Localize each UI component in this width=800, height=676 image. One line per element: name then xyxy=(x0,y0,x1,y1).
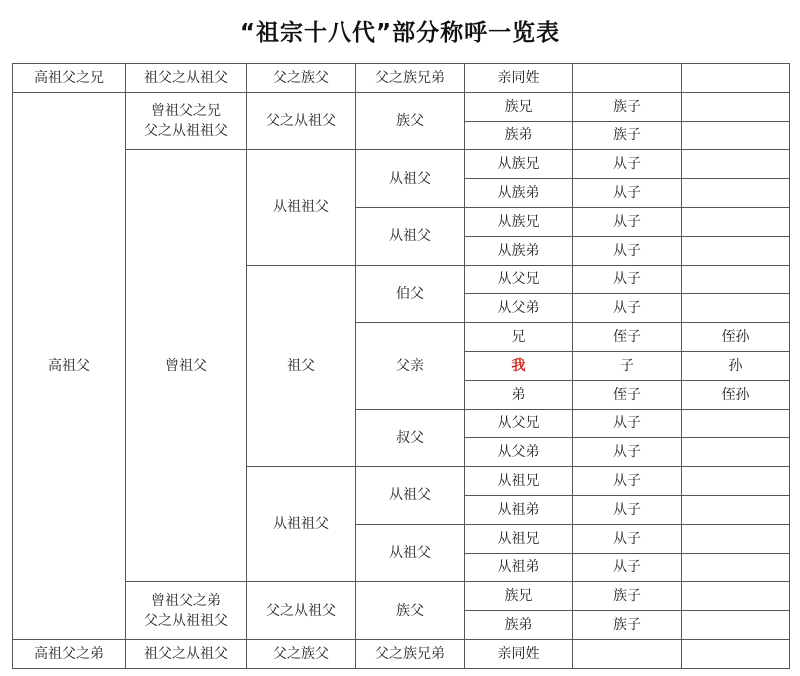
table-row xyxy=(13,150,790,179)
table-cell xyxy=(682,495,790,524)
table-cell xyxy=(682,438,790,467)
cell-line: 父之从祖祖父 xyxy=(144,123,228,140)
table-cell: 从子 xyxy=(573,524,682,553)
table-cell: 兄 xyxy=(465,323,573,352)
cell-line: 曾祖父之弟 xyxy=(151,592,221,609)
table-cell: 从子 xyxy=(573,294,682,323)
table-cell: 族父 xyxy=(356,582,465,640)
table-cell: 从祖兄 xyxy=(465,467,573,496)
table-cell: 族子 xyxy=(573,611,682,640)
table-cell: 从祖父 xyxy=(356,207,465,265)
table-cell: 从子 xyxy=(573,553,682,582)
table-cell: 从父弟 xyxy=(465,438,573,467)
table-cell: 父之从祖父 xyxy=(247,582,356,640)
table-cell: 父之族兄弟 xyxy=(356,639,465,668)
table-cell: 从子 xyxy=(573,207,682,236)
table-cell: 族弟 xyxy=(465,611,573,640)
table-cell: 族子 xyxy=(573,582,682,611)
table-row-bottom xyxy=(13,639,790,668)
table-cell xyxy=(682,150,790,179)
table-cell: 高祖父之兄 xyxy=(13,64,126,93)
table-cell: 族父 xyxy=(356,92,465,150)
table-cell: 族弟 xyxy=(465,121,573,150)
table-cell: 从父弟 xyxy=(465,294,573,323)
table-row xyxy=(13,582,790,611)
table-cell: 从族弟 xyxy=(465,236,573,265)
table-cell: 孙 xyxy=(682,351,790,380)
table-cell: 从父兄 xyxy=(465,265,573,294)
table-cell: 祖父之从祖父 xyxy=(126,639,247,668)
table-cell: 从子 xyxy=(573,236,682,265)
table-cell-empty xyxy=(682,639,790,668)
table-cell: 高祖父之弟 xyxy=(13,639,126,668)
table-cell xyxy=(682,294,790,323)
table-cell: 父之族父 xyxy=(247,639,356,668)
table-cell: 从祖父 xyxy=(356,467,465,525)
table-cell xyxy=(682,265,790,294)
table-cell: 从祖弟 xyxy=(465,495,573,524)
table-cell: 从祖祖父 xyxy=(247,467,356,582)
table-cell: 从父兄 xyxy=(465,409,573,438)
table-cell: 弟 xyxy=(465,380,573,409)
table-cell-gaozufu: 高祖父 xyxy=(13,92,126,639)
kinship-table xyxy=(12,63,790,669)
table-cell xyxy=(682,236,790,265)
table-cell-zufu: 祖父 xyxy=(247,265,356,467)
table-cell-zengzufu-zhixiong xyxy=(126,92,247,150)
table-cell: 从族兄 xyxy=(465,207,573,236)
page-title: “祖宗十八代”部分称呼一览表 xyxy=(239,20,561,46)
table-cell: 族兄 xyxy=(465,582,573,611)
table-cell xyxy=(682,409,790,438)
table-cell: 从祖父 xyxy=(356,150,465,208)
table-cell: 叔父 xyxy=(356,409,465,467)
table-cell-empty xyxy=(573,64,682,93)
table-cell xyxy=(682,582,790,611)
table-cell: 伯父 xyxy=(356,265,465,323)
table-cell: 从祖兄 xyxy=(465,524,573,553)
table-cell: 父之族兄弟 xyxy=(356,64,465,93)
table-cell xyxy=(682,179,790,208)
cell-line: 曾祖父之兄 xyxy=(151,103,221,120)
table-cell: 从祖祖父 xyxy=(247,150,356,265)
table-cell: 从族兄 xyxy=(465,150,573,179)
table-cell: 从族弟 xyxy=(465,179,573,208)
table-cell-zengzufu-zhidi xyxy=(126,582,247,640)
table-cell-empty xyxy=(682,64,790,93)
table-cell: 侄孙 xyxy=(682,380,790,409)
table-cell: 亲同姓 xyxy=(465,64,573,93)
table-cell xyxy=(682,121,790,150)
table-cell: 族子 xyxy=(573,121,682,150)
table-cell: 族兄 xyxy=(465,92,573,121)
table-cell: 从祖弟 xyxy=(465,553,573,582)
table-cell: 祖父之从祖父 xyxy=(126,64,247,93)
table-cell: 父之从祖父 xyxy=(247,92,356,150)
table-cell: 从子 xyxy=(573,467,682,496)
table-cell: 亲同姓 xyxy=(465,639,573,668)
table-cell: 从子 xyxy=(573,150,682,179)
table-cell xyxy=(682,553,790,582)
table-cell: 从子 xyxy=(573,179,682,208)
table-cell: 侄子 xyxy=(573,380,682,409)
table-cell-self: 我 xyxy=(465,351,573,380)
table-cell: 从子 xyxy=(573,495,682,524)
table-cell: 从子 xyxy=(573,409,682,438)
table-cell xyxy=(682,524,790,553)
table-cell: 侄孙 xyxy=(682,323,790,352)
table-row-top xyxy=(13,64,790,93)
table-cell: 从子 xyxy=(573,438,682,467)
table-cell-fuqin: 父亲 xyxy=(356,323,465,409)
table-cell: 父之族父 xyxy=(247,64,356,93)
table-cell: 从子 xyxy=(573,265,682,294)
table-row xyxy=(13,92,790,121)
table-cell-zengzufu: 曾祖父 xyxy=(126,150,247,582)
table-cell: 族子 xyxy=(573,92,682,121)
table-cell xyxy=(682,92,790,121)
table-cell: 侄子 xyxy=(573,323,682,352)
table-cell-empty xyxy=(573,639,682,668)
table-cell xyxy=(682,611,790,640)
table-cell xyxy=(682,207,790,236)
table-cell xyxy=(682,467,790,496)
table-cell: 从祖父 xyxy=(356,524,465,582)
cell-line: 父之从祖祖父 xyxy=(144,612,228,629)
table-cell: 子 xyxy=(573,351,682,380)
